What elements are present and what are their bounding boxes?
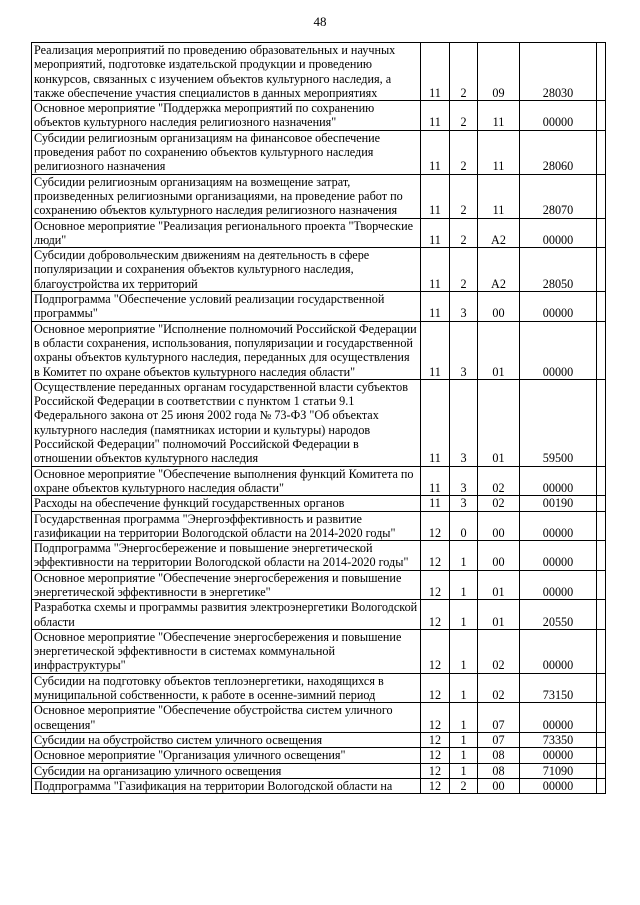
- direction-code-cell: 00000: [520, 101, 597, 131]
- direction-code-cell: 00000: [520, 541, 597, 571]
- direction-code-cell: 00000: [520, 748, 597, 763]
- direction-code-cell: 00000: [520, 466, 597, 496]
- subprogram-code-cell: 2: [450, 218, 478, 248]
- event-code-cell: 11: [478, 130, 520, 174]
- subprogram-code-cell: 1: [450, 570, 478, 600]
- subprogram-code-cell: 2: [450, 43, 478, 101]
- expense-name-cell: Расходы на обеспечение функций государственных органов: [32, 496, 421, 511]
- expense-name-cell: Подпрограмма "Обеспечение условий реализации государственной программы": [32, 292, 421, 322]
- empty-cell: [597, 321, 606, 379]
- section-code-cell: 11: [421, 466, 450, 496]
- direction-code-cell: 28030: [520, 43, 597, 101]
- direction-code-cell: 71090: [520, 763, 597, 778]
- table-row: [32, 629, 606, 673]
- empty-cell: [597, 174, 606, 218]
- expense-name-cell: Основное мероприятие "Обеспечение энергосбережения и повышение энергетической эффективности в системах коммунальной инфраструктуры": [32, 629, 421, 673]
- table-row: [32, 466, 606, 496]
- section-code-cell: 11: [421, 292, 450, 322]
- direction-code-cell: 00000: [520, 703, 597, 733]
- direction-code-cell: 73150: [520, 673, 597, 703]
- event-code-cell: 07: [478, 732, 520, 747]
- event-code-cell: 00: [478, 292, 520, 322]
- direction-code-cell: 00000: [520, 778, 597, 793]
- table-row: [32, 511, 606, 541]
- direction-code-cell: 00000: [520, 218, 597, 248]
- empty-cell: [597, 379, 606, 466]
- table-row: [32, 248, 606, 292]
- expense-name-cell: Основное мероприятие "Исполнение полномочий Российской Федерации в области сохранения, использования, популяризации и государственной охраны объектов культурного наследия, переданных для осуществления в Комитет по охране объектов культурного наследия области": [32, 321, 421, 379]
- table-row: [32, 748, 606, 763]
- direction-code-cell: 00000: [520, 570, 597, 600]
- empty-cell: [597, 629, 606, 673]
- expense-name-cell: Подпрограмма "Энергосбережение и повышение энергетической эффективности на территории Вологодской области на 2014-2020 годы": [32, 541, 421, 571]
- empty-cell: [597, 732, 606, 747]
- direction-code-cell: 00190: [520, 496, 597, 511]
- subprogram-code-cell: 2: [450, 130, 478, 174]
- section-code-cell: 11: [421, 321, 450, 379]
- empty-cell: [597, 600, 606, 630]
- subprogram-code-cell: 1: [450, 703, 478, 733]
- section-code-cell: 11: [421, 379, 450, 466]
- subprogram-code-cell: 1: [450, 629, 478, 673]
- subprogram-code-cell: 1: [450, 763, 478, 778]
- table-row: [32, 218, 606, 248]
- empty-cell: [597, 748, 606, 763]
- table-row: [32, 292, 606, 322]
- expense-name-cell: Основное мероприятие "Организация уличного освещения": [32, 748, 421, 763]
- direction-code-cell: 00000: [520, 321, 597, 379]
- event-code-cell: 11: [478, 101, 520, 131]
- empty-cell: [597, 763, 606, 778]
- subprogram-code-cell: 3: [450, 466, 478, 496]
- table-row: [32, 130, 606, 174]
- expense-name-cell: Основное мероприятие "Реализация регионального проекта "Творческие люди": [32, 218, 421, 248]
- empty-cell: [597, 130, 606, 174]
- expense-name-cell: Субсидии на обустройство систем уличного освещения: [32, 732, 421, 747]
- direction-code-cell: 28050: [520, 248, 597, 292]
- section-code-cell: 11: [421, 218, 450, 248]
- table-row: [32, 321, 606, 379]
- table-row: [32, 541, 606, 571]
- expense-name-cell: Основное мероприятие "Обеспечение выполнения функций Комитета по охране объектов культурного наследия области": [32, 466, 421, 496]
- expense-name-cell: Реализация мероприятий по проведению образовательных и научных мероприятий, подготовке издательской продукции и проведению конкурсов, связанных с изучением объектов культурного наследия, а также обеспечение участия специалистов в данных мероприятиях: [32, 43, 421, 101]
- section-code-cell: 12: [421, 570, 450, 600]
- section-code-cell: 12: [421, 600, 450, 630]
- subprogram-code-cell: 1: [450, 600, 478, 630]
- subprogram-code-cell: 3: [450, 292, 478, 322]
- table-row: [32, 101, 606, 131]
- event-code-cell: 08: [478, 748, 520, 763]
- expense-name-cell: Основное мероприятие "Обеспечение обустройства систем уличного освещения": [32, 703, 421, 733]
- expense-name-cell: Субсидии на организацию уличного освещения: [32, 763, 421, 778]
- subprogram-code-cell: 1: [450, 748, 478, 763]
- section-code-cell: 12: [421, 673, 450, 703]
- table-row: [32, 174, 606, 218]
- empty-cell: [597, 101, 606, 131]
- table-row: [32, 43, 606, 101]
- direction-code-cell: 00000: [520, 511, 597, 541]
- event-code-cell: 02: [478, 673, 520, 703]
- section-code-cell: 12: [421, 763, 450, 778]
- table-row: [32, 673, 606, 703]
- direction-code-cell: 28070: [520, 174, 597, 218]
- section-code-cell: 11: [421, 130, 450, 174]
- expense-name-cell: Субсидии на подготовку объектов теплоэнергетики, находящихся в муниципальной собственности, к работе в осенне-зимний период: [32, 673, 421, 703]
- direction-code-cell: 28060: [520, 130, 597, 174]
- subprogram-code-cell: 3: [450, 496, 478, 511]
- subprogram-code-cell: 2: [450, 101, 478, 131]
- section-code-cell: 11: [421, 101, 450, 131]
- table-row: [32, 703, 606, 733]
- direction-code-cell: 59500: [520, 379, 597, 466]
- section-code-cell: 12: [421, 541, 450, 571]
- expense-name-cell: Разработка схемы и программы развития электроэнергетики Вологодской области: [32, 600, 421, 630]
- event-code-cell: A2: [478, 218, 520, 248]
- empty-cell: [597, 703, 606, 733]
- event-code-cell: 01: [478, 321, 520, 379]
- event-code-cell: 01: [478, 600, 520, 630]
- direction-code-cell: 00000: [520, 292, 597, 322]
- empty-cell: [597, 511, 606, 541]
- direction-code-cell: 00000: [520, 629, 597, 673]
- empty-cell: [597, 218, 606, 248]
- empty-cell: [597, 466, 606, 496]
- subprogram-code-cell: 0: [450, 511, 478, 541]
- section-code-cell: 12: [421, 748, 450, 763]
- event-code-cell: 00: [478, 778, 520, 793]
- section-code-cell: 11: [421, 174, 450, 218]
- event-code-cell: 01: [478, 379, 520, 466]
- table-row: [32, 379, 606, 466]
- expense-name-cell: Основное мероприятие "Обеспечение энергосбережения и повышение энергетической эффективности в энергетике": [32, 570, 421, 600]
- event-code-cell: 11: [478, 174, 520, 218]
- empty-cell: [597, 570, 606, 600]
- subprogram-code-cell: 1: [450, 732, 478, 747]
- section-code-cell: 12: [421, 778, 450, 793]
- expense-name-cell: Субсидии добровольческим движениям на деятельность в сфере популяризации и сохранения объектов культурного наследия, благоустройства их территорий: [32, 248, 421, 292]
- direction-code-cell: 20550: [520, 600, 597, 630]
- table-row: [32, 600, 606, 630]
- section-code-cell: 11: [421, 496, 450, 511]
- empty-cell: [597, 496, 606, 511]
- section-code-cell: 11: [421, 248, 450, 292]
- expense-name-cell: Осуществление переданных органам государственной власти субъектов Российской Федерации в соответствии с пунктом 1 статьи 9.1 Федерального закона от 25 июня 2002 года № 73-ФЗ "Об объектах культурного наследия (памятниках истории и культуры) народов Российской Федерации" полномочий Российской Федерации в отношении объектов культурного наследия: [32, 379, 421, 466]
- subprogram-code-cell: 2: [450, 778, 478, 793]
- table-row: [32, 732, 606, 747]
- event-code-cell: 08: [478, 763, 520, 778]
- subprogram-code-cell: 3: [450, 379, 478, 466]
- table-row: [32, 763, 606, 778]
- empty-cell: [597, 541, 606, 571]
- empty-cell: [597, 673, 606, 703]
- empty-cell: [597, 778, 606, 793]
- expense-name-cell: Подпрограмма "Газификация на территории Вологодской области на: [32, 778, 421, 793]
- expense-name-cell: Государственная программа "Энергоэффективность и развитие газификации на территории Вологодской области на 2014-2020 годы": [32, 511, 421, 541]
- event-code-cell: 07: [478, 703, 520, 733]
- table-row: [32, 778, 606, 793]
- event-code-cell: A2: [478, 248, 520, 292]
- section-code-cell: 12: [421, 511, 450, 541]
- page-number: 48: [313, 14, 327, 29]
- event-code-cell: 02: [478, 496, 520, 511]
- event-code-cell: 00: [478, 541, 520, 571]
- table-row: [32, 570, 606, 600]
- subprogram-code-cell: 3: [450, 321, 478, 379]
- table-row: [32, 496, 606, 511]
- empty-cell: [597, 248, 606, 292]
- expense-name-cell: Основное мероприятие "Поддержка мероприятий по сохранению объектов культурного наследия религиозного назначения": [32, 101, 421, 131]
- empty-cell: [597, 43, 606, 101]
- event-code-cell: 00: [478, 511, 520, 541]
- section-code-cell: 12: [421, 629, 450, 673]
- subprogram-code-cell: 2: [450, 248, 478, 292]
- empty-cell: [597, 292, 606, 322]
- event-code-cell: 09: [478, 43, 520, 101]
- section-code-cell: 12: [421, 703, 450, 733]
- direction-code-cell: 73350: [520, 732, 597, 747]
- subprogram-code-cell: 1: [450, 541, 478, 571]
- expense-name-cell: Субсидии религиозным организациям на финансовое обеспечение проведения работ по сохранению объектов культурного наследия религиозного назначения: [32, 130, 421, 174]
- subprogram-code-cell: 2: [450, 174, 478, 218]
- expense-name-cell: Субсидии религиозным организациям на возмещение затрат, произведенных религиозными организациями, на проведение работ по сохранению объектов культурного наследия религиозного назначения: [32, 174, 421, 218]
- section-code-cell: 12: [421, 732, 450, 747]
- section-code-cell: 11: [421, 43, 450, 101]
- event-code-cell: 02: [478, 629, 520, 673]
- budget-classification-table: [31, 42, 606, 794]
- event-code-cell: 01: [478, 570, 520, 600]
- subprogram-code-cell: 1: [450, 673, 478, 703]
- event-code-cell: 02: [478, 466, 520, 496]
